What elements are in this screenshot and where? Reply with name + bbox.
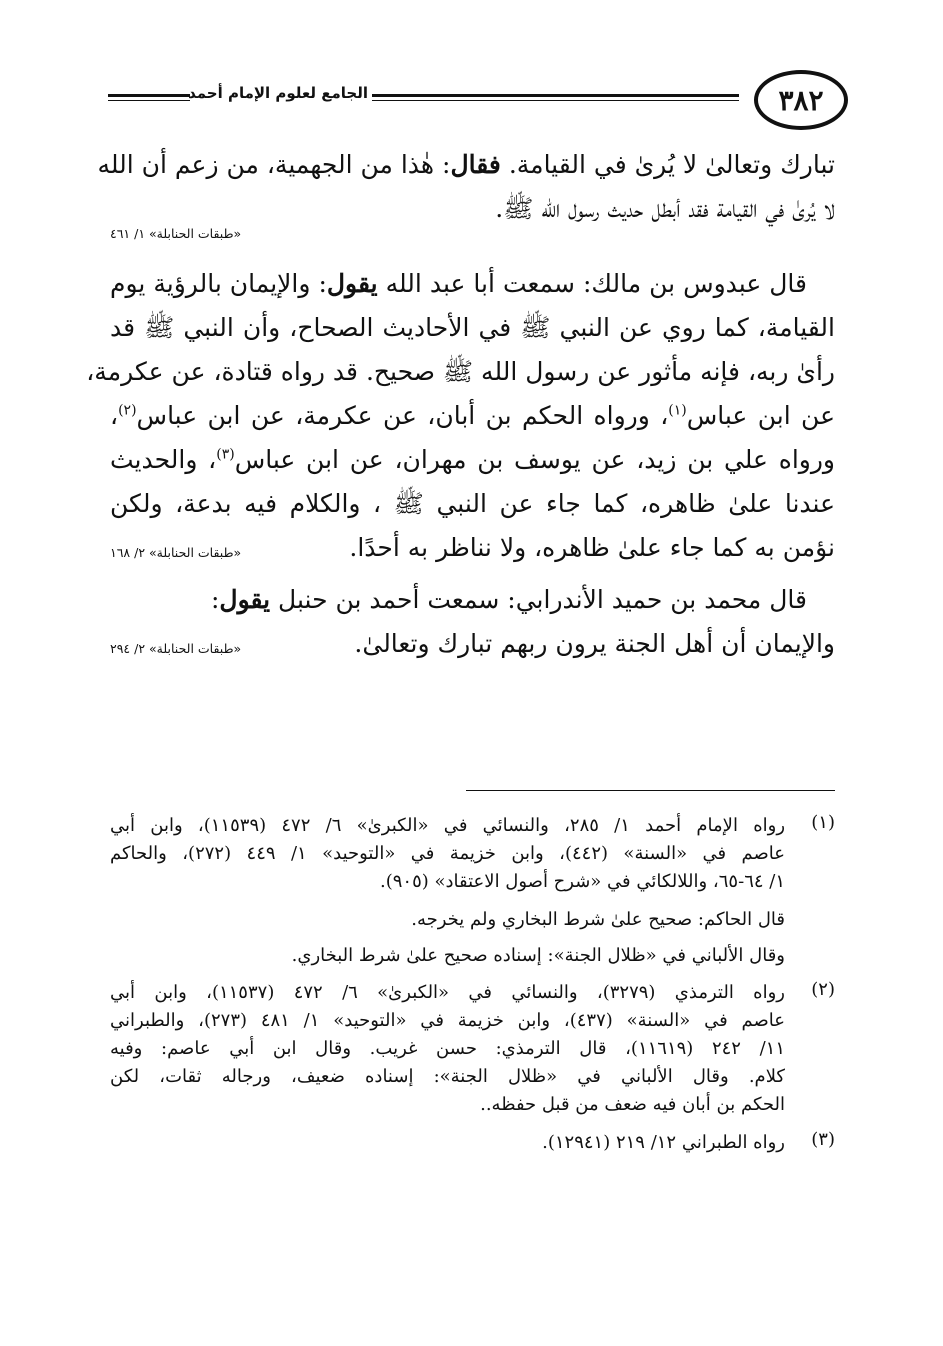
footnote-1 xyxy=(110,812,835,969)
paragraph-1 xyxy=(97,150,835,241)
footnote-2 xyxy=(110,979,835,1118)
text-line: والإيمان أن أهل الجنة يرون ربهم تبارك وتعالىٰ. xyxy=(354,629,835,658)
text-line: نؤمن به كما جاء علىٰ ظاهره، ولا نناظر به أحدًا. xyxy=(349,533,835,562)
paragraph-3 xyxy=(110,585,835,659)
source-citation: «طبقات الحنابلة» ١/ ٤٦١ xyxy=(110,226,242,241)
footnote-ref-2[interactable]: (٢) xyxy=(118,402,137,419)
text-line: عن ابن عباس$^{(١)}$، ورواه الحكم بن أبان، عن عكرمة، عن ابن عباس$^{(٢)}$، xyxy=(110,401,835,430)
bold-word: يقول xyxy=(326,269,378,298)
main-text xyxy=(86,150,835,679)
footnote-line: الحكم بن أبان فيه ضعف من قبل حفظه.. xyxy=(480,1094,785,1116)
line-with-source xyxy=(110,533,835,563)
text-line: قال عبدوس بن مالك: سمعت أبا عبد الله يقول: والإيمان بالرؤية يوم xyxy=(110,269,807,298)
footnote-line: ١١/ ٢٤٢ (١١٦١٩)، قال الترمذي: حسن غريب. وقال ابن أبي عاصم: وفيه xyxy=(110,1038,785,1060)
footnote-number: (٣) xyxy=(811,1128,835,1150)
footnote-line: رواه الطبراني ١٢/ ٢١٩ (١٢٩٤١). xyxy=(542,1131,785,1153)
text-line: عندنا علىٰ ظاهره، كما جاء عن النبي ﷺ ، والكلام فيه بدعة، ولكن xyxy=(110,489,835,518)
text-line: رأىٰ ربه، فإنه مأثور عن رسول الله ﷺ صحيح. قد رواه قتادة، عن عكرمة، xyxy=(86,357,835,386)
footnote-3 xyxy=(110,1129,835,1157)
text-line: ورواه علي بن زيد، عن يوسف بن مهران، عن ابن عباس$^{(٣)}$، والحديث xyxy=(110,445,835,474)
text-line: قال محمد بن حميد الأندرابي: سمعت أحمد بن حنبل يقول: xyxy=(210,585,807,614)
footnote-separator xyxy=(466,790,835,791)
paragraph-2 xyxy=(86,269,835,563)
header-rule-left xyxy=(108,94,190,101)
footnote-line: عاصم في «السنة» (٤٤٢)، وابن خزيمة في «التوحيد» ١/ ٤٤٩ (٢٧٢)، والحاكم xyxy=(110,842,786,864)
footnote-note: وقال الألباني في «ظلال الجنة»: إسناده صحيح علىٰ شرط البخاري. xyxy=(291,944,785,966)
footnote-ref-1[interactable]: (١) xyxy=(668,402,687,419)
book-title: الجامع لعلوم الإمام أحمد xyxy=(188,84,368,102)
footnote-number: (١) xyxy=(811,812,835,833)
footnote-note: قال الحاكم: صحيح علىٰ شرط البخاري ولم يخرجه. xyxy=(411,908,785,930)
bold-word: فقال xyxy=(450,150,501,179)
footnote-line: رواه الإمام أحمد ١/ ٢٨٥، والنسائي في «الكبرىٰ» ٦/ ٤٧٢ (١١٥٣٩)، وابن أبي xyxy=(110,815,786,836)
page-number-badge: ٣٨٢ xyxy=(754,70,848,130)
footnote-line: رواه الترمذي (٣٢٧٩)، والنسائي في «الكبرىٰ» ٦/ ٤٧٢ (١١٥٣٧)، وابن أبي xyxy=(110,982,785,1004)
text-line: لا يُرىٰ في القيامة فقد أبطل حديث رسول الله ﷺ. xyxy=(495,194,835,223)
footnote-ref-3[interactable]: (٣) xyxy=(216,446,235,463)
line-with-source xyxy=(110,629,835,659)
text-line: القيامة، كما روي عن النبي ﷺ في الأحاديث الصحاح، وأن النبي ﷺ قد xyxy=(110,313,835,342)
source-citation: «طبقات الحنابلة» ٢/ ٢٩٤ xyxy=(110,641,242,656)
footnote-line: عاصم في «السنة» (٤٣٧)، وابن خزيمة في «التوحيد» ١/ ٤٨١ (٢٧٣)، والطبراني xyxy=(110,1010,785,1032)
footnote-line: كلام. وقال الألباني في «ظلال الجنة»: إسناده ضعيف، ورجاله ثقات، لكن xyxy=(110,1066,785,1088)
text-line: تبارك وتعالىٰ لا يُرىٰ في القيامة. فقال: هٰذا من الجهمية، من زعم أن الله xyxy=(97,150,835,179)
header-rule-middle xyxy=(372,94,739,101)
page-header xyxy=(108,70,848,132)
footnote-line: ١/ ٦٤-٦٥، واللالكائي في «شرح أصول الاعتقاد» (٩٠٥). xyxy=(380,870,785,892)
source-citation: «طبقات الحنابلة» ٢/ ١٦٨ xyxy=(110,545,242,560)
footnotes xyxy=(110,812,835,1165)
footnote-number: (٢) xyxy=(811,979,835,1001)
bold-word: يقول xyxy=(219,585,271,614)
